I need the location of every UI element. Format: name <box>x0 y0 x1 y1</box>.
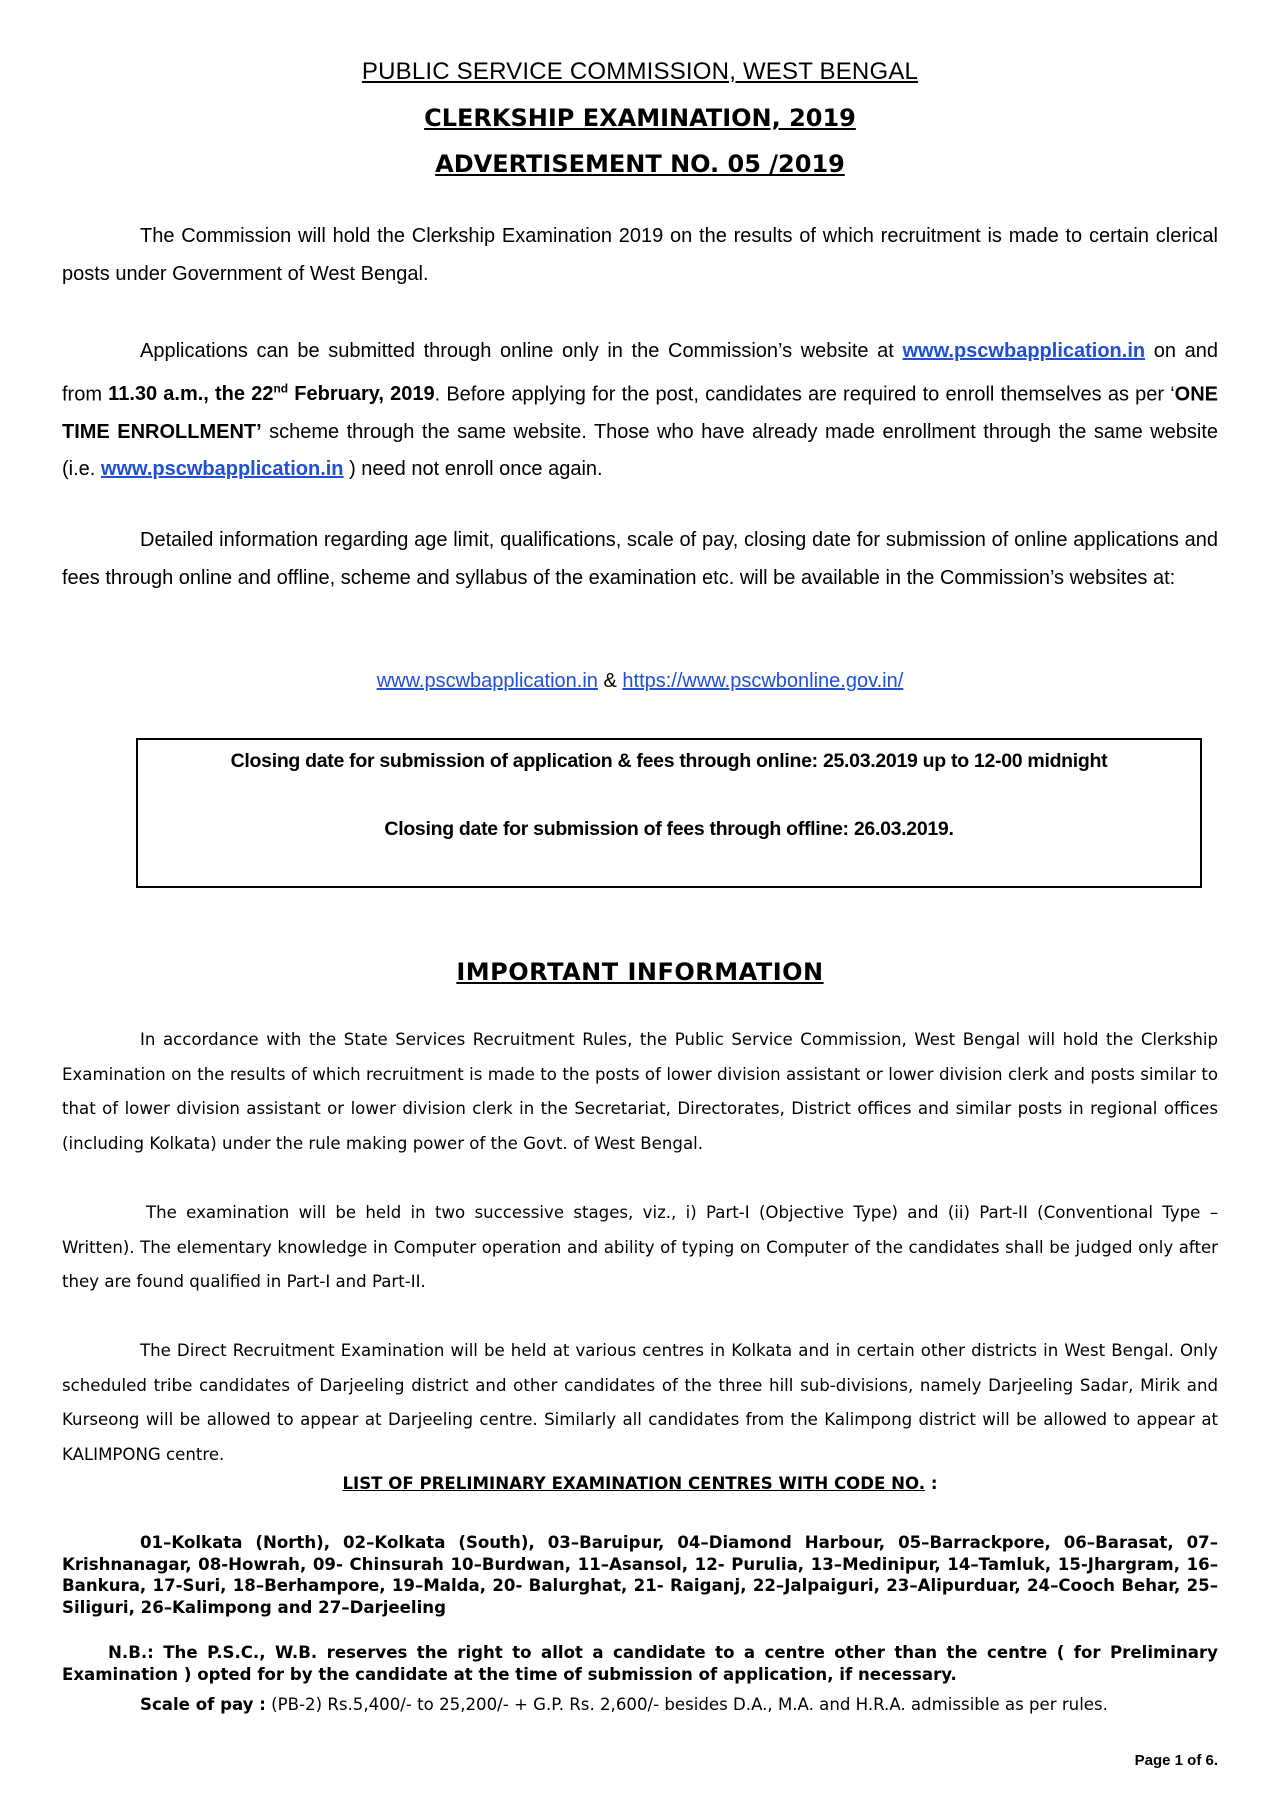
nb-text: N.B.: The P.S.C., W.B. reserves the right to allot a candidate to a centre other than the centre ( for Preliminary Examination ) opted for by the candidate at the time of submission of application, if necessary. <box>62 1643 1218 1684</box>
intro-para3-text: Detailed information regarding age limit, qualifications, scale of pay, closing date for submission of online applications and fees through online and offline, scheme and syllabus of the examination etc. will be available in the Commission’s websites at: <box>62 529 1218 589</box>
important-information-heading: IMPORTANT INFORMATION <box>456 958 824 986</box>
intro-para1-text: The Commission will hold the Clerkship Examination 2019 on the results of which recruitment is made to certain clerical posts under Government of West Bengal. <box>62 225 1218 285</box>
centres-heading-text: LIST OF PRELIMINARY EXAMINATION CENTRES WITH CODE NO. <box>342 1474 926 1493</box>
scale-of-pay-value: (PB-2) Rs.5,400/- to 25,200/- + G.P. Rs. 2,600/- besides D.A., M.A. and H.R.A. admissible as per rules. <box>265 1695 1108 1714</box>
important-paragraph-1 <box>62 1023 1218 1161</box>
important-para2-text: The examination will be held in two successive stages, viz., i) Part-I (Objective Type) and (ii) Part-II (Conventional Type – Written). The elementary knowledge in Computer operation and ability of typing on Computer of the candidates shall be judged only after they are found qualified in Part-I and Part-II. <box>62 1203 1218 1291</box>
advertisement-number: ADVERTISEMENT NO. 05 /2019 <box>435 150 845 178</box>
centres-list <box>62 1532 1218 1618</box>
scale-of-pay-label: Scale of pay : <box>140 1695 266 1714</box>
important-para1-text: In accordance with the State Services Recruitment Rules, the Public Service Commission, West Bengal will hold the Clerkship Examination on the results of which recruitment is made to the posts of lower division assistant or lower division clerk and posts similar to that of lower division assistant or lower division clerk in the Secretariat, Directorates, District offices and similar posts in regional offices (including Kolkata) under the rule making power of the Govt. of West Bengal. <box>62 1030 1218 1153</box>
closing-date-offline: Closing date for submission of fees through offline: 26.03.2019. <box>384 818 954 840</box>
application-website-link-2[interactable]: www.pscwbapplication.in <box>100 458 344 481</box>
nb-note <box>62 1642 1218 1685</box>
intro-paragraph-3 <box>62 522 1218 597</box>
closing-dates-box <box>136 738 1202 888</box>
start-date-superscript: nd <box>273 381 289 396</box>
intro-para2-text-a: Applications can be submitted through online only in the Commission’s website at <box>140 340 903 362</box>
start-date-month: February, 2019 <box>288 383 435 406</box>
centres-list-text: 01–Kolkata (North), 02–Kolkata (South), 03–Baruipur, 04–Diamond Harbour, 05–Barrackpore, 06–Barasat, 07– Krishnanagar, 08-Howrah, 09- Chinsurah 10–Burdwan, 11–Asansol, 12- Purulia, 13–Medinipur, 14–Tamluk, 15-Jhargram, 16–Bankura, 17-Suri, 18–Berhampore, 19–Malda, 20- Balurghat, 21- Raiganj, 22–Jalpaiguri, 23–Alipurduar, 24–Cooch Behar, 25–Siliguri, 26–Kalimpong and 27–Darjeeling <box>62 1533 1218 1617</box>
website-link-online[interactable]: https://www.pscwbonline.gov.in/ <box>622 670 904 692</box>
intro-para2-text-d: scheme through the same website. Those who have already made enrollment through the same website (i.e. <box>62 420 1219 481</box>
intro-paragraph-1 <box>62 218 1218 293</box>
exam-title: CLERKSHIP EXAMINATION, 2019 <box>424 104 856 132</box>
page-number: Page 1 of 6. <box>1134 1752 1218 1769</box>
intro-paragraph-2 <box>62 333 1218 489</box>
commission-name: PUBLIC SERVICE COMMISSION, WEST BENGAL <box>361 58 919 85</box>
important-paragraph-2 <box>62 1196 1218 1300</box>
application-website-link[interactable]: www.pscwbapplication.in <box>902 340 1146 362</box>
closing-date-online: Closing date for submission of application & fees through online: 25.03.2019 up to 12-00 midnight <box>230 750 1108 772</box>
intro-para2-text-e: ) need not enroll once again. <box>343 458 603 481</box>
scale-of-pay <box>140 1695 1220 1714</box>
intro-para2-text-b: on and from <box>62 340 1218 406</box>
websites-separator: & <box>597 670 623 692</box>
websites-line <box>0 670 1280 693</box>
start-date-main: 11.30 a.m., the 22 <box>108 383 274 406</box>
important-paragraph-3 <box>62 1334 1218 1472</box>
website-link-application[interactable]: www.pscwbapplication.in <box>376 670 598 692</box>
centres-heading-suffix: : <box>925 1474 938 1493</box>
important-para3-text: The Direct Recruitment Examination will be held at various centres in Kolkata and in certain other districts in West Bengal. Only scheduled tribe candidates of Darjeeling district and other candidates of the three hill sub-divisions, namely Darjeeling Sadar, Mirik and Kurseong will be allowed to appear at Darjeeling centre. Similarly all candidates from the Kalimpong district will be allowed to appear at KALIMPONG centre. <box>62 1341 1218 1464</box>
intro-para2-text-c: . Before applying for the post, candidates are required to enroll themselves as per ‘ <box>434 383 1175 406</box>
enrollment-scheme-name: ONE TIME ENROLLMENT’ <box>62 383 1218 443</box>
centres-heading <box>0 1474 1280 1493</box>
start-date <box>108 383 434 405</box>
